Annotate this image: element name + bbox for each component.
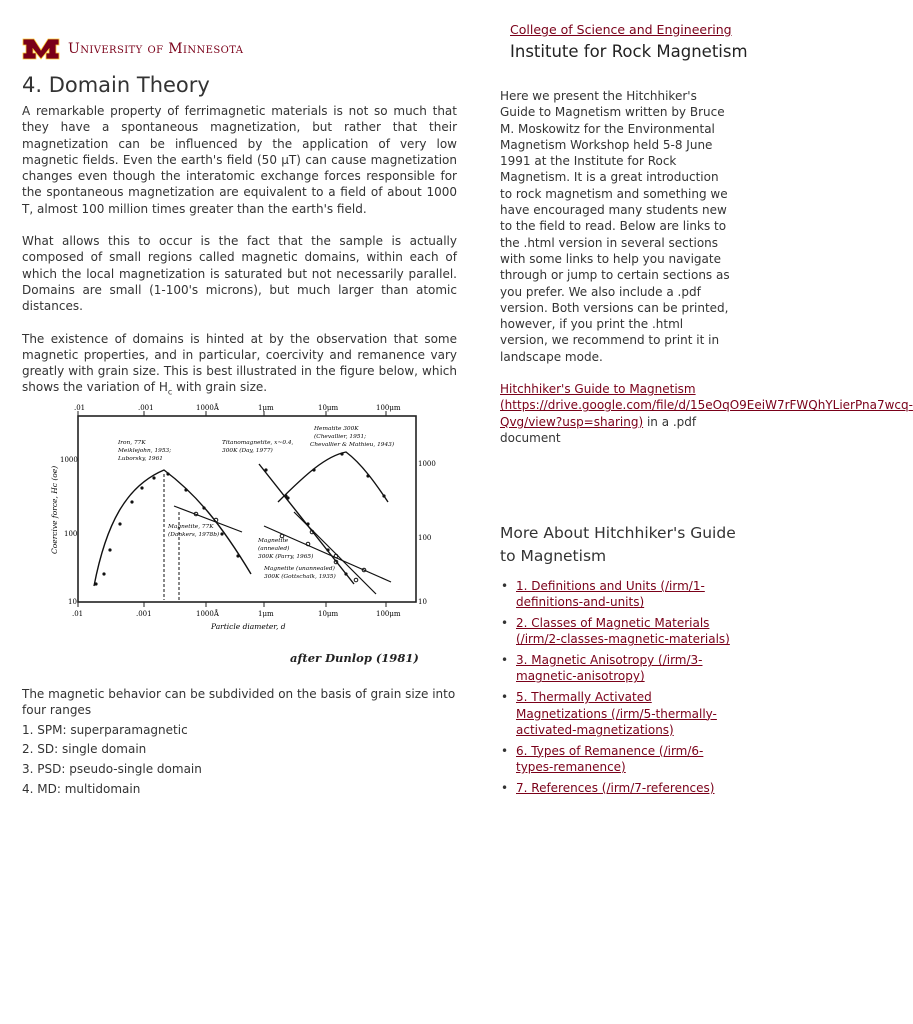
sizes-list xyxy=(22,722,462,798)
bottom-tick-1: .01 xyxy=(72,610,84,618)
top-axis xyxy=(74,403,401,416)
list-item xyxy=(500,615,740,648)
annotation-titano-1: Titanomagnetite, x~0.4, xyxy=(222,440,294,446)
college-link[interactable]: College of Science and Engineering xyxy=(510,22,732,37)
main-content xyxy=(22,103,457,417)
point xyxy=(140,486,143,489)
point xyxy=(326,548,329,551)
list-item: 4. MD: multidomain xyxy=(22,781,141,796)
left-tick-1: 1000 xyxy=(60,456,78,464)
annotation-annealed-3: 300K (Parry, 1965) xyxy=(258,554,314,560)
annotation-titano-2: 300K (Day, 1977) xyxy=(222,448,273,454)
list-item xyxy=(500,689,740,738)
top-tick-6: 100μm xyxy=(376,404,401,412)
point xyxy=(306,522,309,525)
point xyxy=(354,578,358,582)
sizes-intro: The magnetic behavior can be subdivided on the basis of grain size into four ranges xyxy=(22,687,456,718)
list-item xyxy=(500,743,740,776)
link-definitions-units[interactable]: 1. Definitions and Units (/irm/1-definitions-and-units) xyxy=(516,579,705,610)
bottom-tick-6: 100μm xyxy=(376,610,401,618)
link-references[interactable]: 7. References (/irm/7-references) xyxy=(516,780,715,795)
bottom-tick-5: 10μm xyxy=(318,610,339,618)
annotation-iron-1: Iron, 77K xyxy=(118,440,146,446)
point xyxy=(94,582,97,585)
annotation-unannealed-1: Magnetite (unannealed) xyxy=(264,566,335,572)
point xyxy=(382,494,385,497)
grain-size-ranges xyxy=(22,686,462,801)
more-about-list xyxy=(500,578,740,801)
point xyxy=(130,500,133,503)
paragraph-2: What allows this to occur is the fact that the sample is actually composed of small regions called magnetic domains, within each of which the local magnetization is saturated but not necessarily parallel. Domains are small (1-100's microns), but much larger than atomic distances. xyxy=(22,234,457,314)
list-item: 3. PSD: pseudo-single domain xyxy=(22,762,202,777)
link-types-remanence[interactable]: 6. Types of Remanence (/irm/6-types-remanence) xyxy=(516,743,704,774)
top-tick-5: 10μm xyxy=(318,404,339,412)
top-tick-1: .01 xyxy=(74,404,86,412)
point xyxy=(108,548,111,551)
top-tick-2: .001 xyxy=(138,404,154,412)
bottom-tick-4: 1μm xyxy=(258,610,274,618)
guide-link-suffix: in a .pdf document xyxy=(500,414,697,445)
annotation-annealed-1: Magnetite xyxy=(258,538,289,544)
hematite-points xyxy=(284,452,385,497)
link-thermally-activated[interactable]: 5. Thermally Activated Magnetizations (/irm/5-thermally-activated-magnetizations) xyxy=(516,690,717,737)
right-tick-3: 10 xyxy=(418,598,427,606)
annotation-hematite-2: (Chevallier, 1951; xyxy=(314,434,367,440)
annotation-unannealed-2: 300K (Gottschalk, 1935) xyxy=(264,574,336,580)
annotation-magnetite77-2: (Dankers, 1978b) xyxy=(168,532,220,538)
figure-credit: after Dunlop (1981) xyxy=(290,651,419,665)
annotation-magnetite77-1: Magnetite, 77K xyxy=(168,524,214,530)
point xyxy=(202,506,205,509)
bottom-tick-2: .001 xyxy=(136,610,152,618)
annotation-hematite-1: Hematite 300K xyxy=(314,426,359,432)
paragraph-1: A remarkable property of ferrimagnetic materials is not so much that they have a spontaneous magnetization, but rather that their magnetization can be influenced by the application of very low magnetic fields. Even the earth's field (50 μT) can cause magnetization changes even though the interatomic exchange forces responsible for the spontaneous magnetization are equivalent to a field of about 1000 T, almost 100 million times greater than the earth's field. xyxy=(22,104,457,216)
y-axis-label: Coercive force, Hc (oe) xyxy=(50,465,59,554)
point xyxy=(312,468,315,471)
coercivity-grain-size-figure xyxy=(46,404,438,674)
link-classes-magnetic-materials[interactable]: 2. Classes of Magnetic Materials (/irm/2-classes-magnetic-materials) xyxy=(516,616,730,647)
curve-annotations xyxy=(117,426,394,580)
top-tick-3: 1000Å xyxy=(196,404,219,412)
x-axis-label: Particle diameter, d xyxy=(211,622,286,631)
bottom-tick-3: 1000Å xyxy=(196,610,219,618)
institute-name[interactable]: Institute for Rock Magnetism xyxy=(510,42,748,61)
point xyxy=(184,488,187,491)
more-about-heading: More About Hitchhiker's Guide to Magnetism xyxy=(500,524,736,565)
point xyxy=(102,572,105,575)
left-tick-3: 10 xyxy=(68,598,77,606)
point xyxy=(340,452,343,455)
annotation-annealed-2: (annealed) xyxy=(258,546,290,552)
point xyxy=(152,476,155,479)
list-item xyxy=(500,578,740,611)
bottom-axis xyxy=(72,602,401,618)
annotation-iron-2: Meiklejohn, 1953; xyxy=(118,448,172,454)
paragraph-3: The existence of domains is hinted at by the observation that some magnetic properties, and in particular, coercivity and remanence vary greatly with grain size. This is best illustrated in the figure below, which shows the variation of $H_c$ with grain size. xyxy=(22,331,457,397)
point xyxy=(366,474,369,477)
point xyxy=(118,522,121,525)
right-tick-1: 1000 xyxy=(418,460,436,468)
annotation-hematite-3: Chevallier & Mathieu, 1943) xyxy=(310,442,395,448)
list-item: 1. SPM: superparamagnetic xyxy=(22,722,188,737)
sidebar-intro: Here we present the Hitchhiker's Guide to Magnetism written by Bruce M. Moskowitz for the Environmental Magnetism Workshop held 5-8 June 1991 at the Institute for Rock Magnetism. It is a great introduction to rock magnetism and something we have encouraged many students new to the field to read. Below are links to the .html version in several sections with some links to help you navigate through or jump to certain sections as you prefer. We also include a .pdf version. Both versions can be printed, however, if you print the .html version, we recommend to print it in landscape mode. xyxy=(500,89,730,364)
left-tick-2: 100 xyxy=(64,530,78,538)
hematite-curve xyxy=(278,452,388,502)
block-m-icon xyxy=(22,37,60,61)
point xyxy=(236,554,239,557)
list-item xyxy=(500,652,740,685)
point xyxy=(166,472,169,475)
guide-link-paragraph xyxy=(500,381,913,446)
list-item xyxy=(500,780,740,796)
top-tick-4: 1μm xyxy=(258,404,274,412)
annotation-iron-3: Luborsky, 1961 xyxy=(118,456,163,462)
left-axis xyxy=(60,456,436,606)
point xyxy=(284,494,287,497)
point xyxy=(264,468,267,471)
link-magnetic-anisotropy[interactable]: 3. Magnetic Anisotropy (/irm/3-magnetic-anisotropy) xyxy=(516,653,703,684)
list-item: 2. SD: single domain xyxy=(22,742,147,757)
guide-pdf-link[interactable]: Hitchhiker's Guide to Magnetism (https://drive.google.com/file/d/15eOqO9EeiW7rFWQhYLierPna7wcq-Qvg/view?usp=sharing) xyxy=(500,382,913,429)
iron-points xyxy=(94,472,239,585)
magnetite-unannealed-curve xyxy=(294,512,376,594)
logo-text: University of Minnesota xyxy=(68,41,244,57)
university-logo[interactable] xyxy=(22,36,243,62)
sidebar xyxy=(500,88,913,462)
page-title: 4. Domain Theory xyxy=(22,73,210,97)
point xyxy=(344,572,347,575)
right-tick-2: 100 xyxy=(418,534,432,542)
point xyxy=(220,532,223,535)
